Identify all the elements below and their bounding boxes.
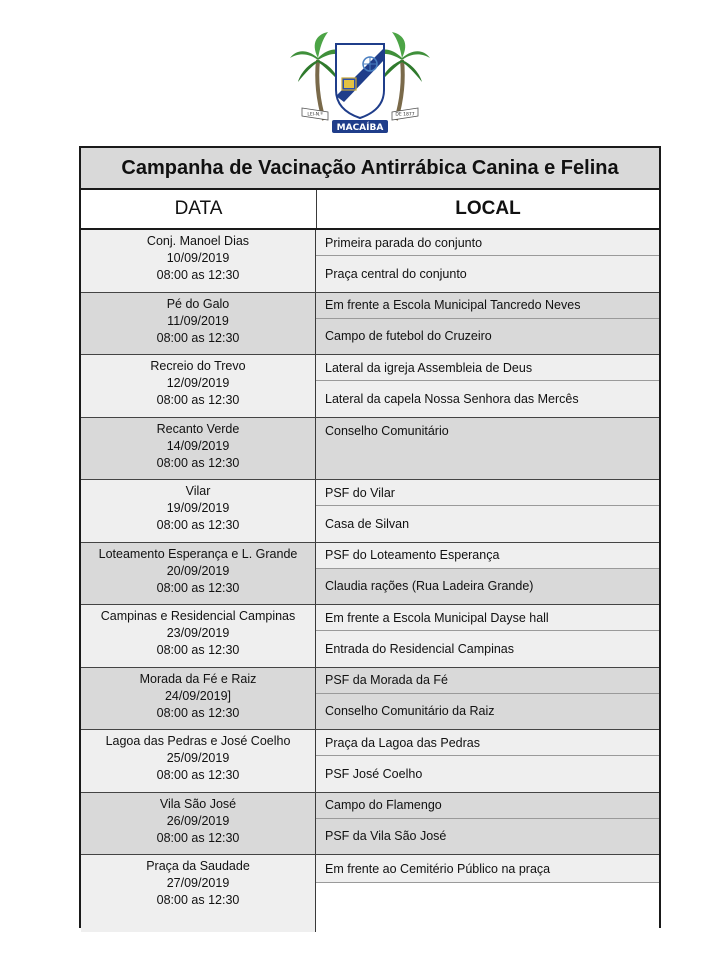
- location-item: Primeira parada do conjunto: [316, 230, 659, 256]
- ribbon-right-text: DE 1877: [395, 112, 415, 118]
- date-cell: [81, 480, 316, 542]
- location-item: PSF do Vilar: [316, 480, 659, 506]
- schedule-row: [81, 230, 659, 293]
- location-item: Em frente ao Cemitério Público na praça: [316, 855, 659, 883]
- location-item: Campo de futebol do Cruzeiro: [316, 319, 659, 355]
- date-value: 20/09/2019: [166, 563, 230, 578]
- date-cell: [81, 230, 316, 292]
- place-name: Recanto Verde: [156, 421, 240, 436]
- location-item: PSF da Vila São José: [316, 819, 659, 855]
- place-name: Pé do Galo: [166, 296, 230, 311]
- date-cell: [81, 793, 316, 855]
- location-item: PSF José Coelho: [316, 756, 659, 792]
- place-name: Campinas e Residencial Campinas: [100, 609, 296, 623]
- date-value: 19/09/2019: [166, 501, 230, 515]
- location-item: Praça da Lagoa das Pedras: [316, 730, 659, 756]
- date-value: 11/09/2019: [167, 313, 229, 328]
- schedule-row: [81, 355, 659, 418]
- time-range: 08:00 as 12:30: [156, 705, 240, 720]
- logo-banner-text: MACAÍBA: [336, 123, 384, 133]
- location-item: [316, 883, 659, 932]
- location-item: Em frente a Escola Municipal Dayse hall: [316, 605, 659, 631]
- date-value: 23/09/2019: [166, 626, 230, 640]
- city-coat-of-arms-logo: [288, 30, 432, 134]
- time-range: 08:00 as 12:30: [156, 830, 240, 845]
- date-cell: [81, 543, 316, 605]
- place-name: Vila São José: [159, 796, 237, 811]
- schedule-row: [81, 855, 659, 932]
- location-item: Claudia rações (Rua Ladeira Grande): [316, 569, 659, 605]
- time-range: 08:00 as 12:30: [156, 580, 240, 595]
- date-value: 10/09/2019: [166, 251, 230, 265]
- location-item: Lateral da igreja Assembleia de Deus: [316, 355, 659, 381]
- time-range: 08:00 as 12:30: [156, 268, 240, 282]
- date-value: 12/09/2019: [166, 376, 230, 390]
- time-range: 08:00 as 12:30: [156, 330, 240, 345]
- location-item: Conselho Comunitário da Raiz: [316, 694, 659, 730]
- date-value: 25/09/2019: [166, 751, 230, 765]
- location-item: Praça central do conjunto: [316, 256, 659, 292]
- place-name: Praça da Saudade: [146, 859, 250, 873]
- location-item: Casa de Silvan: [316, 506, 659, 542]
- schedule-row: [81, 793, 659, 856]
- date-value: 27/09/2019: [166, 876, 230, 890]
- vaccination-schedule-table: [79, 146, 661, 928]
- schedule-row: [81, 543, 659, 606]
- time-range: 08:00 as 12:30: [156, 643, 240, 657]
- place-name: Recreio do Trevo: [150, 359, 246, 373]
- date-value: 14/09/2019: [166, 438, 230, 453]
- schedule-row: [81, 293, 659, 356]
- place-name: Loteamento Esperança e L. Grande: [98, 546, 298, 561]
- schedule-row: [81, 668, 659, 731]
- location-item: PSF da Morada da Fé: [316, 668, 659, 694]
- schedule-row: [81, 605, 659, 668]
- time-range: 08:00 as 12:30: [156, 393, 240, 407]
- ribbon-left-text: LEI-N.º: [307, 112, 323, 118]
- time-range: 08:00 as 12:30: [156, 518, 240, 532]
- header-date: DATA: [81, 190, 317, 228]
- date-cell: [81, 855, 316, 932]
- location-item: PSF do Loteamento Esperança: [316, 543, 659, 569]
- date-cell: [81, 293, 316, 355]
- schedule-row: [81, 480, 659, 543]
- schedule-row: [81, 730, 659, 793]
- date-cell: [81, 355, 316, 417]
- shield-icon: [336, 44, 384, 118]
- time-range: 08:00 as 12:30: [156, 768, 240, 782]
- date-cell: [81, 730, 316, 792]
- location-item: Conselho Comunitário: [316, 418, 659, 480]
- table-title: Campanha de Vacinação Antirrábica Canina e Felina: [81, 148, 659, 190]
- location-item: Lateral da capela Nossa Senhora das Mercês: [316, 381, 659, 417]
- location-item: Campo do Flamengo: [316, 793, 659, 819]
- location-item: Em frente a Escola Municipal Tancredo Neves: [316, 293, 659, 319]
- date-value: 26/09/2019: [166, 813, 230, 828]
- date-cell: [81, 668, 316, 730]
- place-name: Conj. Manoel Dias: [146, 234, 250, 248]
- table-header-row: [81, 190, 659, 230]
- place-name: Lagoa das Pedras e José Coelho: [105, 734, 291, 748]
- place-name: Vilar: [185, 484, 211, 498]
- date-value: 24/09/2019]: [164, 688, 232, 703]
- place-name: Morada da Fé e Raiz: [139, 671, 257, 686]
- header-local: LOCAL: [455, 198, 521, 219]
- time-range: 08:00 as 12:30: [156, 455, 240, 470]
- date-cell: [81, 418, 316, 480]
- location-item: Entrada do Residencial Campinas: [316, 631, 659, 667]
- time-range: 08:00 as 12:30: [156, 893, 240, 907]
- date-cell: [81, 605, 316, 667]
- schedule-row: [81, 418, 659, 481]
